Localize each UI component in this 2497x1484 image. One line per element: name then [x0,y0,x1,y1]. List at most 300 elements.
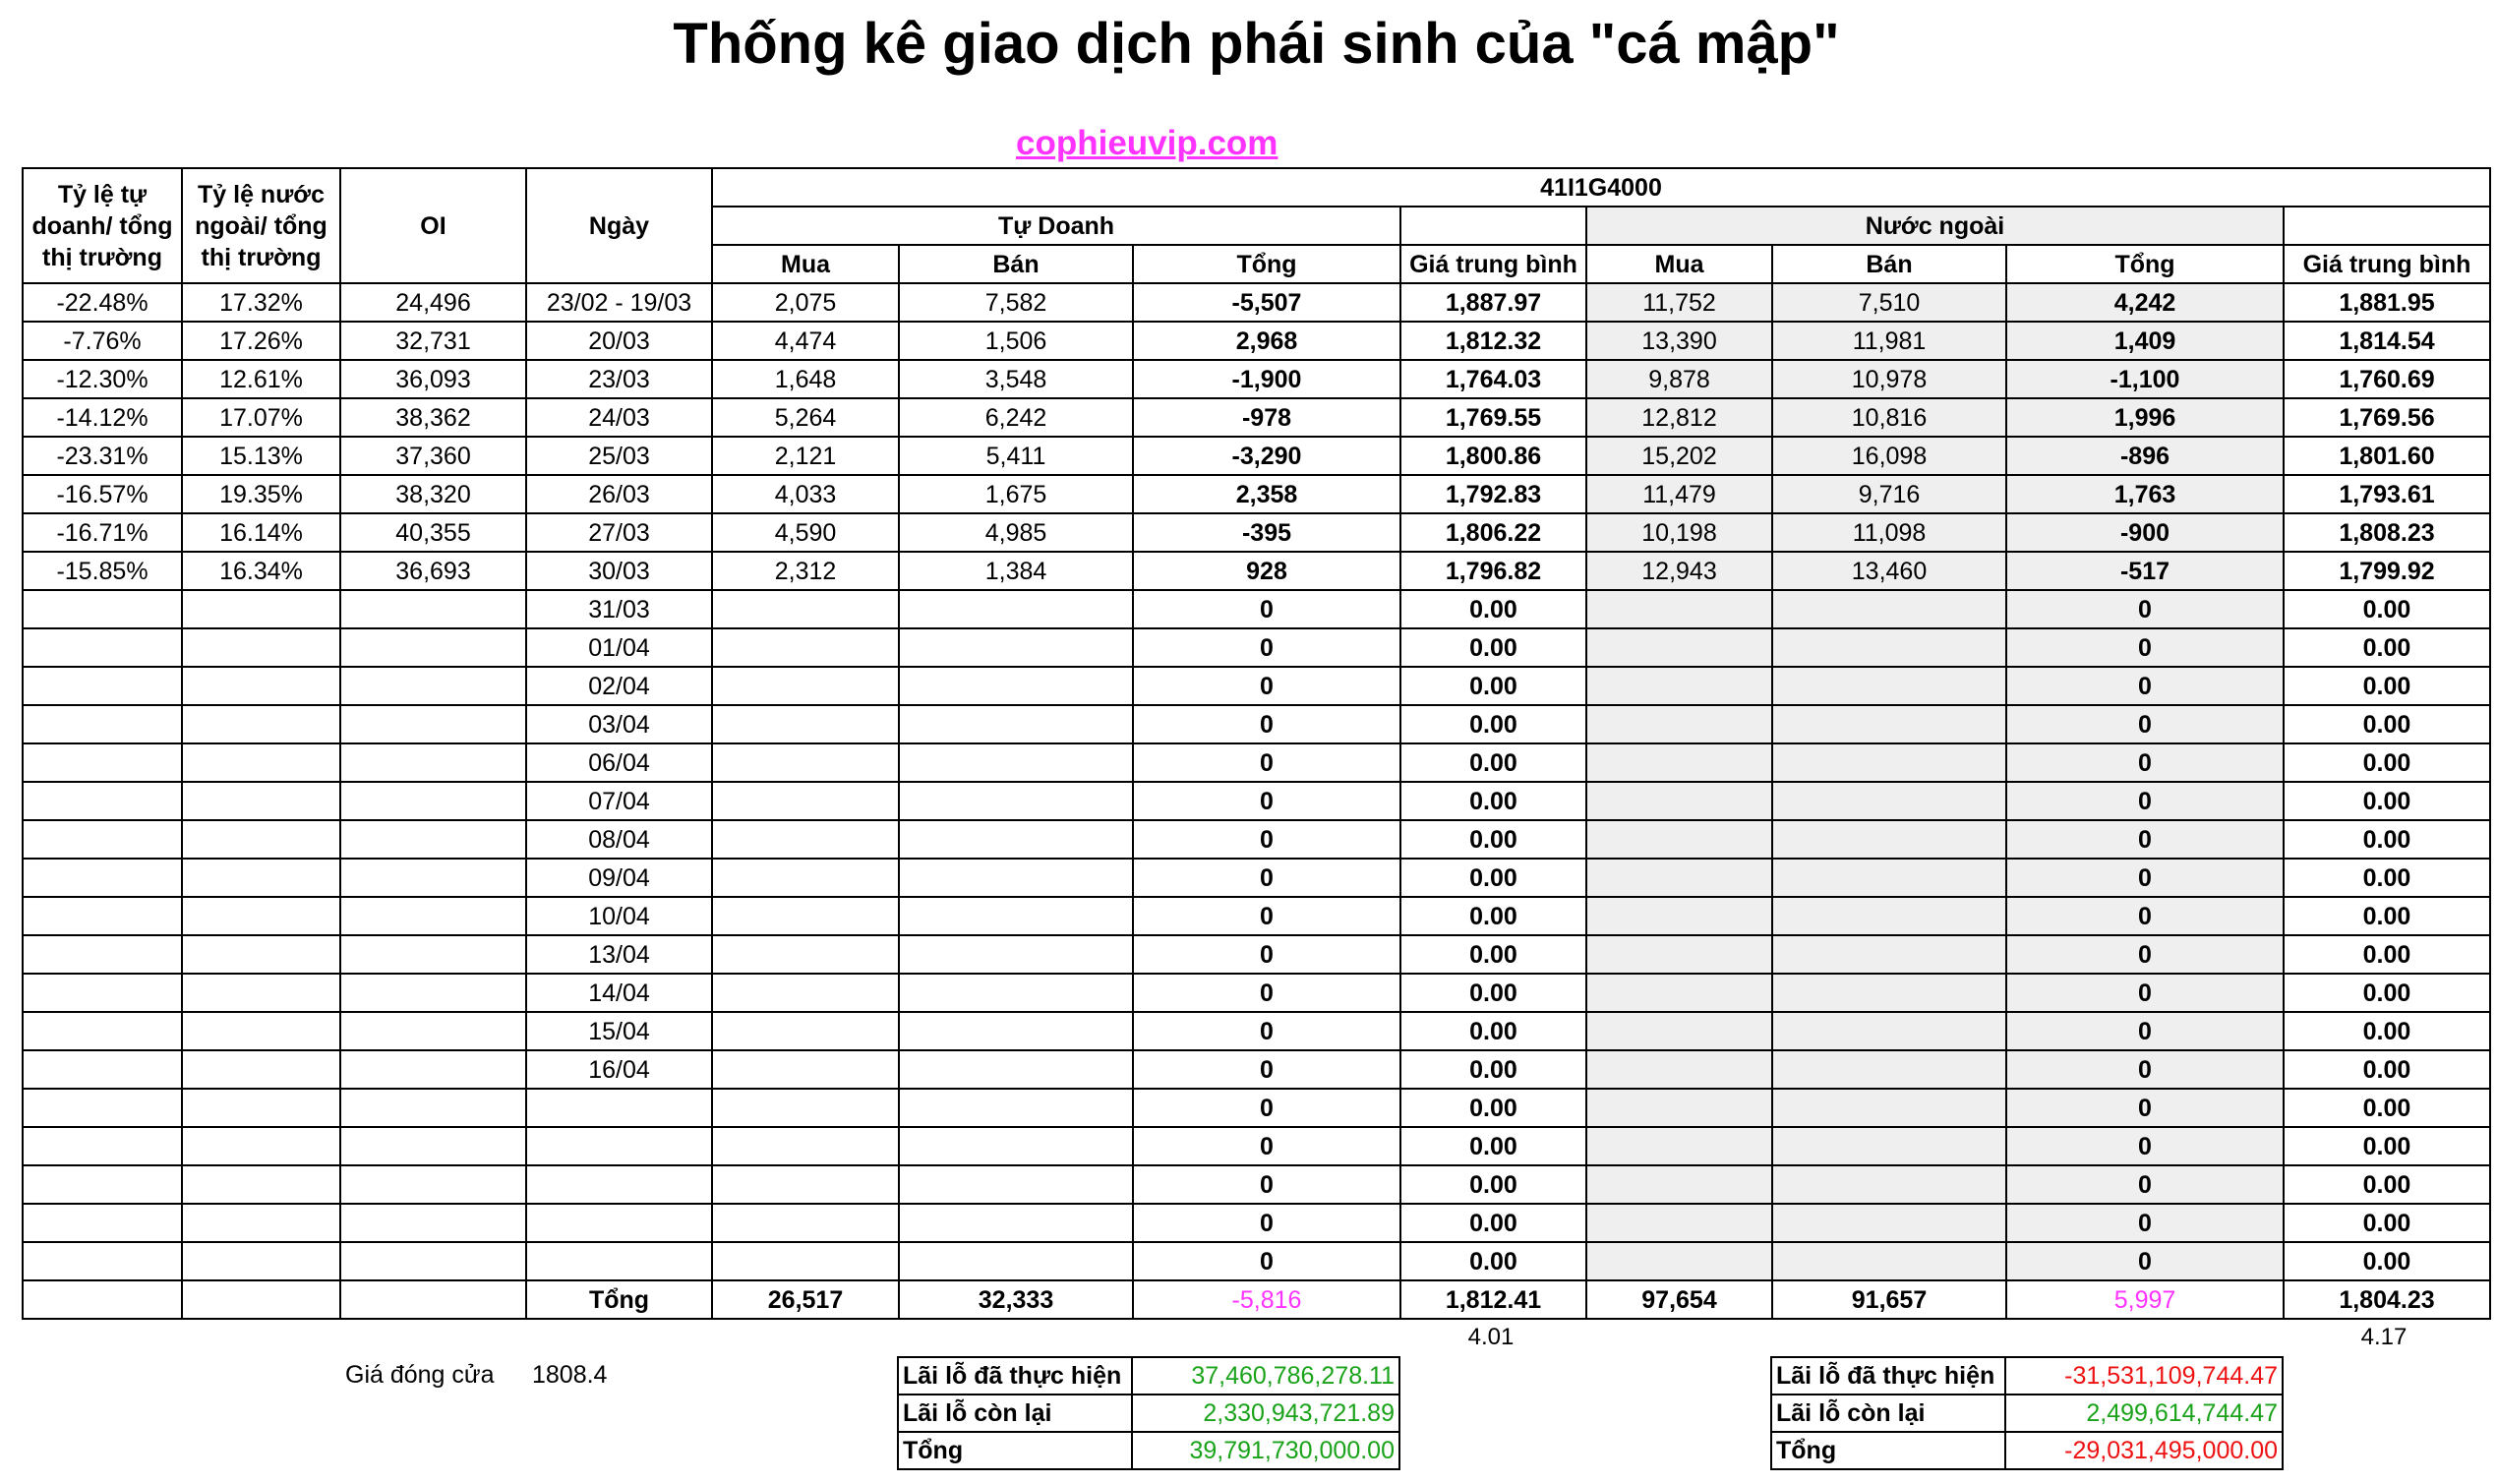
cell-ratio-nn[interactable] [182,1012,340,1050]
cell-td-buy[interactable] [712,1127,899,1165]
cell-ratio-nn[interactable]: 17.32% [182,283,340,322]
total-td-avg[interactable]: 1,812.41 [1400,1280,1586,1319]
cell-ratio-nn[interactable] [182,1050,340,1089]
cell-oi[interactable] [340,628,526,667]
cell-td-buy[interactable] [712,782,899,820]
cell-oi[interactable]: 36,693 [340,552,526,590]
pl-value[interactable]: 2,499,614,744.47 [2005,1395,2283,1432]
cell-nn-sell[interactable]: 10,816 [1772,398,2006,437]
cell-td-sell[interactable] [899,974,1133,1012]
cell-nn-sell[interactable] [1772,590,2006,628]
cell-nn-avg[interactable]: 0.00 [2284,897,2490,935]
cell-oi[interactable]: 40,355 [340,513,526,552]
cell-date[interactable] [526,1089,712,1127]
cell-ratio-td[interactable]: -7.76% [23,322,182,360]
cell-ratio-td[interactable] [23,1165,182,1204]
cell-td-net[interactable]: 0 [1133,705,1400,743]
cell-nn-sell[interactable] [1772,1012,2006,1050]
cell-td-sell[interactable] [899,935,1133,974]
cell-nn-sell[interactable] [1772,1242,2006,1280]
cell-ratio-td[interactable] [23,1089,182,1127]
cell-ratio-nn[interactable] [182,974,340,1012]
cell-td-sell[interactable]: 7,582 [899,283,1133,322]
cell-nn-sell[interactable]: 16,098 [1772,437,2006,475]
cell-ratio-nn[interactable]: 17.26% [182,322,340,360]
cell-td-avg[interactable]: 0.00 [1400,935,1586,974]
cell-nn-sell[interactable] [1772,705,2006,743]
cell-td-avg[interactable]: 0.00 [1400,974,1586,1012]
cell-ratio-td[interactable] [23,897,182,935]
pl-value[interactable]: 2,330,943,721.89 [1132,1395,1399,1432]
cell-td-sell[interactable]: 4,985 [899,513,1133,552]
cell-nn-buy[interactable] [1586,743,1772,782]
cell-nn-buy[interactable] [1586,1089,1772,1127]
cell-td-avg[interactable]: 0.00 [1400,897,1586,935]
cell-nn-sell[interactable] [1772,667,2006,705]
cell-nn-buy[interactable]: 13,390 [1586,322,1772,360]
cell-ratio-nn[interactable] [182,820,340,859]
cell-ratio-nn[interactable] [182,1089,340,1127]
cell-oi[interactable] [340,782,526,820]
cell-nn-net[interactable]: 0 [2006,1165,2284,1204]
cell-ratio-td[interactable]: -16.71% [23,513,182,552]
cell-nn-avg[interactable]: 0.00 [2284,590,2490,628]
cell-date[interactable]: 31/03 [526,590,712,628]
cell-date[interactable]: 26/03 [526,475,712,513]
pl-value[interactable]: -31,531,109,744.47 [2005,1357,2283,1395]
cell-nn-net[interactable]: 0 [2006,705,2284,743]
pl-value[interactable]: -29,031,495,000.00 [2005,1432,2283,1469]
cell-td-buy[interactable] [712,1242,899,1280]
cell-nn-buy[interactable] [1586,590,1772,628]
cell-nn-avg[interactable]: 0.00 [2284,935,2490,974]
cell-td-avg[interactable]: 0.00 [1400,1204,1586,1242]
cell-td-buy[interactable]: 4,474 [712,322,899,360]
cell-td-sell[interactable]: 1,384 [899,552,1133,590]
cell-nn-avg[interactable]: 0.00 [2284,743,2490,782]
cell-nn-sell[interactable] [1772,974,2006,1012]
cell-td-buy[interactable] [712,667,899,705]
cell-nn-buy[interactable]: 15,202 [1586,437,1772,475]
cell-oi[interactable]: 32,731 [340,322,526,360]
cell-ratio-nn[interactable] [182,1127,340,1165]
cell-td-sell[interactable] [899,820,1133,859]
cell-oi[interactable] [340,1089,526,1127]
cell-td-net[interactable]: 0 [1133,1204,1400,1242]
cell-nn-sell[interactable]: 11,981 [1772,322,2006,360]
cell-ratio-nn[interactable]: 17.07% [182,398,340,437]
cell-ratio-td[interactable] [23,590,182,628]
cell-date[interactable]: 06/04 [526,743,712,782]
cell-td-buy[interactable] [712,820,899,859]
cell-ratio-td[interactable] [23,743,182,782]
cell-nn-buy[interactable]: 9,878 [1586,360,1772,398]
cell-nn-sell[interactable] [1772,628,2006,667]
cell-td-avg[interactable]: 0.00 [1400,667,1586,705]
cell-ratio-td[interactable] [23,820,182,859]
cell-td-avg[interactable]: 0.00 [1400,590,1586,628]
cell-td-buy[interactable] [712,1050,899,1089]
cell-date[interactable]: 20/03 [526,322,712,360]
cell-td-sell[interactable] [899,667,1133,705]
cell-nn-net[interactable]: -517 [2006,552,2284,590]
cell-nn-avg[interactable]: 1,801.60 [2284,437,2490,475]
cell-ratio-nn[interactable] [182,628,340,667]
cell-nn-buy[interactable] [1586,1012,1772,1050]
cell-nn-net[interactable]: 0 [2006,1012,2284,1050]
cell-td-avg[interactable]: 1,796.82 [1400,552,1586,590]
cell-date[interactable]: 01/04 [526,628,712,667]
cell-ratio-td[interactable] [23,667,182,705]
cell-td-sell[interactable] [899,1089,1133,1127]
cell-date[interactable]: 14/04 [526,974,712,1012]
cell-nn-sell[interactable]: 11,098 [1772,513,2006,552]
cell-ratio-nn[interactable] [182,935,340,974]
cell-td-avg[interactable]: 1,806.22 [1400,513,1586,552]
cell-ratio-td[interactable] [23,1242,182,1280]
cell-oi[interactable] [340,743,526,782]
cell-td-avg[interactable]: 1,792.83 [1400,475,1586,513]
cell-oi[interactable] [340,974,526,1012]
cell-nn-avg[interactable]: 1,814.54 [2284,322,2490,360]
cell-nn-net[interactable]: 0 [2006,820,2284,859]
cell-nn-net[interactable]: 0 [2006,590,2284,628]
cell-td-sell[interactable] [899,1165,1133,1204]
cell-td-sell[interactable] [899,1242,1133,1280]
cell-td-avg[interactable]: 0.00 [1400,859,1586,897]
cell-date[interactable] [526,1127,712,1165]
cell-nn-buy[interactable] [1586,1242,1772,1280]
cell-nn-avg[interactable]: 1,760.69 [2284,360,2490,398]
cell-td-sell[interactable] [899,590,1133,628]
cell-td-avg[interactable]: 0.00 [1400,782,1586,820]
cell-nn-buy[interactable]: 11,479 [1586,475,1772,513]
cell-td-net[interactable]: 0 [1133,1012,1400,1050]
cell-td-net[interactable]: 0 [1133,935,1400,974]
cell-nn-avg[interactable]: 0.00 [2284,1012,2490,1050]
total-nn-sell[interactable]: 91,657 [1772,1280,2006,1319]
cell-ratio-td[interactable] [23,1127,182,1165]
cell-nn-sell[interactable] [1772,820,2006,859]
cell-td-avg[interactable]: 0.00 [1400,1127,1586,1165]
cell-nn-buy[interactable]: 11,752 [1586,283,1772,322]
cell-nn-avg[interactable]: 0.00 [2284,1204,2490,1242]
cell-nn-avg[interactable]: 0.00 [2284,1089,2490,1127]
cell-ratio-nn[interactable] [182,782,340,820]
cell-nn-avg[interactable]: 1,881.95 [2284,283,2490,322]
cell-ratio-nn[interactable]: 16.34% [182,552,340,590]
cell-td-buy[interactable] [712,1012,899,1050]
cell-nn-net[interactable]: 0 [2006,628,2284,667]
cell-td-sell[interactable] [899,897,1133,935]
cell-nn-net[interactable]: 0 [2006,667,2284,705]
cell-td-buy[interactable] [712,1204,899,1242]
cell-oi[interactable] [340,1165,526,1204]
cell-nn-net[interactable]: 0 [2006,935,2284,974]
total-label[interactable]: Tổng [526,1280,712,1319]
cell-td-avg[interactable]: 1,887.97 [1400,283,1586,322]
total-nn-buy[interactable]: 97,654 [1586,1280,1772,1319]
cell-td-sell[interactable] [899,1012,1133,1050]
cell-td-buy[interactable]: 4,033 [712,475,899,513]
cell-nn-buy[interactable] [1586,859,1772,897]
cell-ratio-nn[interactable]: 12.61% [182,360,340,398]
cell-td-avg[interactable]: 1,812.32 [1400,322,1586,360]
cell-oi[interactable]: 37,360 [340,437,526,475]
cell-ratio-nn[interactable] [182,1242,340,1280]
cell-nn-sell[interactable] [1772,935,2006,974]
cell-td-avg[interactable]: 0.00 [1400,1089,1586,1127]
cell-date[interactable]: 16/04 [526,1050,712,1089]
cell-td-avg[interactable]: 0.00 [1400,1165,1586,1204]
cell-td-net[interactable]: 0 [1133,1242,1400,1280]
cell-td-avg[interactable]: 1,769.55 [1400,398,1586,437]
cell-td-avg[interactable]: 0.00 [1400,705,1586,743]
cell-nn-sell[interactable]: 10,978 [1772,360,2006,398]
cell-td-buy[interactable] [712,974,899,1012]
cell-date[interactable]: 30/03 [526,552,712,590]
cell-ratio-td[interactable]: -22.48% [23,283,182,322]
cell-td-avg[interactable]: 0.00 [1400,743,1586,782]
cell-nn-sell[interactable] [1772,743,2006,782]
cell-nn-avg[interactable]: 0.00 [2284,1127,2490,1165]
cell-date[interactable]: 08/04 [526,820,712,859]
cell-date[interactable] [526,1242,712,1280]
cell-ratio-td[interactable] [23,628,182,667]
cell-ratio-td[interactable]: -12.30% [23,360,182,398]
cell-ratio-nn[interactable] [182,743,340,782]
cell-nn-avg[interactable]: 1,769.56 [2284,398,2490,437]
cell-nn-sell[interactable] [1772,1204,2006,1242]
pl-value[interactable]: 37,460,786,278.11 [1132,1357,1399,1395]
cell-ratio-nn[interactable] [182,705,340,743]
cell-td-buy[interactable]: 5,264 [712,398,899,437]
cell-oi[interactable] [340,1242,526,1280]
total-td-net[interactable]: -5,816 [1133,1280,1400,1319]
cell-date[interactable]: 27/03 [526,513,712,552]
cell-td-buy[interactable]: 2,075 [712,283,899,322]
cell-td-net[interactable]: 0 [1133,1089,1400,1127]
cell-date[interactable] [526,1204,712,1242]
cell-td-net[interactable]: 0 [1133,1165,1400,1204]
cell-td-sell[interactable] [899,743,1133,782]
cell-date[interactable]: 23/03 [526,360,712,398]
cell-nn-sell[interactable] [1772,859,2006,897]
cell-ratio-td[interactable] [23,1204,182,1242]
cell-nn-sell[interactable]: 13,460 [1772,552,2006,590]
cell-nn-net[interactable]: 4,242 [2006,283,2284,322]
cell-nn-avg[interactable]: 0.00 [2284,705,2490,743]
cell-td-buy[interactable] [712,628,899,667]
total-nn-net[interactable]: 5,997 [2006,1280,2284,1319]
cell-ratio-td[interactable] [23,1050,182,1089]
cell-nn-net[interactable]: -900 [2006,513,2284,552]
cell-oi[interactable]: 24,496 [340,283,526,322]
cell-oi[interactable] [340,705,526,743]
cell-td-net[interactable]: 0 [1133,1127,1400,1165]
cell-ratio-nn[interactable]: 15.13% [182,437,340,475]
cell-ratio-td[interactable]: -16.57% [23,475,182,513]
cell-nn-avg[interactable]: 0.00 [2284,1165,2490,1204]
cell-ratio-td[interactable] [23,705,182,743]
cell-ratio-td[interactable]: -14.12% [23,398,182,437]
cell-ratio-td[interactable] [23,935,182,974]
cell-nn-buy[interactable] [1586,897,1772,935]
cell-td-sell[interactable] [899,628,1133,667]
cell-td-net[interactable]: -395 [1133,513,1400,552]
cell-nn-avg[interactable]: 0.00 [2284,859,2490,897]
cell-date[interactable]: 02/04 [526,667,712,705]
cell-nn-buy[interactable]: 12,812 [1586,398,1772,437]
cell-nn-buy[interactable] [1586,705,1772,743]
cell-td-sell[interactable] [899,782,1133,820]
cell-oi[interactable] [340,667,526,705]
cell-td-net[interactable]: 0 [1133,667,1400,705]
cell-nn-net[interactable]: 1,996 [2006,398,2284,437]
cell-oi[interactable] [340,590,526,628]
cell-td-buy[interactable] [712,1165,899,1204]
cell-td-sell[interactable] [899,859,1133,897]
cell-td-sell[interactable]: 1,675 [899,475,1133,513]
cell-nn-sell[interactable] [1772,897,2006,935]
cell-nn-avg[interactable]: 0.00 [2284,1242,2490,1280]
cell-date[interactable]: 07/04 [526,782,712,820]
cell-oi[interactable] [340,1204,526,1242]
cell-td-buy[interactable]: 2,312 [712,552,899,590]
cell-td-avg[interactable]: 0.00 [1400,820,1586,859]
cell-td-sell[interactable]: 1,506 [899,322,1133,360]
cell-oi[interactable] [340,820,526,859]
cell-date[interactable]: 03/04 [526,705,712,743]
cell-td-sell[interactable] [899,1127,1133,1165]
cell-td-avg[interactable]: 0.00 [1400,1242,1586,1280]
cell-td-net[interactable]: 0 [1133,897,1400,935]
cell-date[interactable]: 23/02 - 19/03 [526,283,712,322]
cell-td-net[interactable]: 0 [1133,974,1400,1012]
cell-nn-buy[interactable] [1586,935,1772,974]
cell-date[interactable]: 10/04 [526,897,712,935]
cell-nn-net[interactable]: 0 [2006,743,2284,782]
cell-nn-net[interactable]: 0 [2006,782,2284,820]
cell-nn-avg[interactable]: 0.00 [2284,782,2490,820]
cell-nn-net[interactable]: -1,100 [2006,360,2284,398]
cell-date[interactable]: 25/03 [526,437,712,475]
site-link[interactable]: cophieuvip.com [1016,124,1278,162]
cell-oi[interactable] [340,859,526,897]
cell-nn-buy[interactable] [1586,628,1772,667]
cell-nn-avg[interactable]: 0.00 [2284,667,2490,705]
cell-nn-buy[interactable]: 12,943 [1586,552,1772,590]
cell-td-net[interactable]: -3,290 [1133,437,1400,475]
cell-nn-buy[interactable] [1586,820,1772,859]
cell-td-buy[interactable] [712,743,899,782]
cell-td-buy[interactable] [712,705,899,743]
cell-td-net[interactable]: 0 [1133,743,1400,782]
cell-td-net[interactable]: -5,507 [1133,283,1400,322]
cell-ratio-nn[interactable]: 16.14% [182,513,340,552]
cell-nn-net[interactable]: 0 [2006,859,2284,897]
cell-ratio-nn[interactable] [182,897,340,935]
cell-td-net[interactable]: 928 [1133,552,1400,590]
cell-td-buy[interactable] [712,859,899,897]
cell-date[interactable] [526,1165,712,1204]
cell-td-avg[interactable]: 0.00 [1400,1050,1586,1089]
cell-td-sell[interactable]: 6,242 [899,398,1133,437]
cell-td-buy[interactable]: 2,121 [712,437,899,475]
cell-td-net[interactable]: 2,358 [1133,475,1400,513]
cell-nn-net[interactable]: 0 [2006,1204,2284,1242]
cell-nn-net[interactable]: 0 [2006,1242,2284,1280]
cell-ratio-nn[interactable] [182,1204,340,1242]
cell-oi[interactable]: 38,362 [340,398,526,437]
cell-ratio-nn[interactable] [182,1165,340,1204]
cell-td-buy[interactable]: 1,648 [712,360,899,398]
cell-nn-buy[interactable] [1586,1127,1772,1165]
total-td-sell[interactable]: 32,333 [899,1280,1133,1319]
cell-nn-buy[interactable] [1586,974,1772,1012]
cell-oi[interactable] [340,1127,526,1165]
cell-nn-net[interactable]: 0 [2006,1127,2284,1165]
cell-oi[interactable]: 38,320 [340,475,526,513]
cell-td-net[interactable]: -978 [1133,398,1400,437]
cell-nn-buy[interactable]: 10,198 [1586,513,1772,552]
cell-nn-net[interactable]: 0 [2006,1050,2284,1089]
cell-nn-avg[interactable]: 0.00 [2284,974,2490,1012]
cell-oi[interactable] [340,1012,526,1050]
cell-td-buy[interactable] [712,935,899,974]
cell-nn-net[interactable]: 0 [2006,897,2284,935]
cell-td-net[interactable]: 2,968 [1133,322,1400,360]
cell-td-sell[interactable]: 5,411 [899,437,1133,475]
cell-oi[interactable]: 36,093 [340,360,526,398]
cell-date[interactable]: 24/03 [526,398,712,437]
cell-nn-buy[interactable] [1586,782,1772,820]
cell-ratio-nn[interactable]: 19.35% [182,475,340,513]
total-td-buy[interactable]: 26,517 [712,1280,899,1319]
cell-nn-net[interactable]: -896 [2006,437,2284,475]
cell-nn-avg[interactable]: 1,799.92 [2284,552,2490,590]
cell-td-sell[interactable] [899,1204,1133,1242]
cell-ratio-nn[interactable] [182,859,340,897]
cell-td-avg[interactable]: 1,764.03 [1400,360,1586,398]
cell-nn-sell[interactable] [1772,1050,2006,1089]
cell-nn-sell[interactable] [1772,1089,2006,1127]
cell-ratio-td[interactable] [23,1012,182,1050]
cell-td-net[interactable]: 0 [1133,782,1400,820]
cell-nn-net[interactable]: 0 [2006,1089,2284,1127]
cell-nn-avg[interactable]: 0.00 [2284,628,2490,667]
cell-td-buy[interactable]: 4,590 [712,513,899,552]
cell-td-sell[interactable] [899,1050,1133,1089]
cell-oi[interactable] [340,935,526,974]
cell-td-sell[interactable]: 3,548 [899,360,1133,398]
cell-oi[interactable] [340,1050,526,1089]
cell-oi[interactable] [340,897,526,935]
cell-ratio-nn[interactable] [182,590,340,628]
cell-nn-net[interactable]: 1,409 [2006,322,2284,360]
cell-td-net[interactable]: 0 [1133,628,1400,667]
cell-nn-sell[interactable]: 9,716 [1772,475,2006,513]
cell-ratio-nn[interactable] [182,667,340,705]
cell-td-net[interactable]: 0 [1133,1050,1400,1089]
cell-nn-buy[interactable] [1586,667,1772,705]
cell-td-buy[interactable] [712,1089,899,1127]
cell-td-avg[interactable]: 1,800.86 [1400,437,1586,475]
cell-nn-avg[interactable]: 0.00 [2284,1050,2490,1089]
cell-td-buy[interactable] [712,897,899,935]
cell-td-net[interactable]: 0 [1133,820,1400,859]
cell-nn-avg[interactable]: 0.00 [2284,820,2490,859]
